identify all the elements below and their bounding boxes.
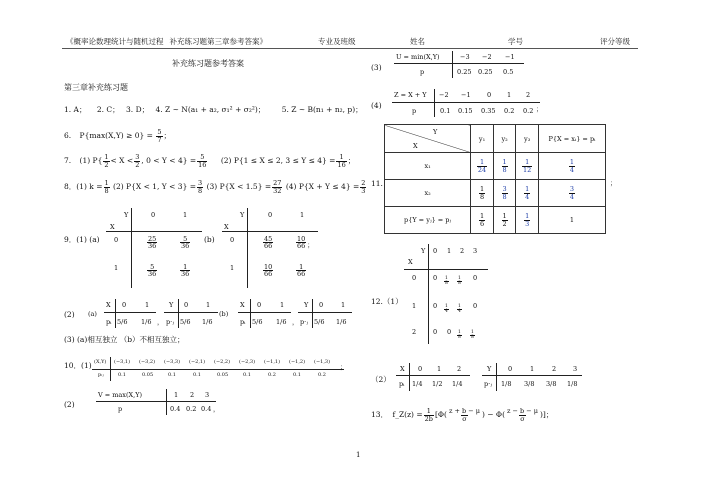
- q9-2-b: (b): [219, 310, 229, 318]
- q10-label: 10．(1): [64, 361, 92, 370]
- header-grade: 评分等级: [600, 37, 630, 46]
- section-title: 第三章补充练习题: [64, 83, 128, 92]
- doc-title: 补充练习题参考答案: [172, 59, 244, 68]
- q11-label: 11.: [371, 179, 383, 188]
- header-major: 专业及班级: [318, 37, 356, 46]
- q12-label: 12.（1）: [371, 297, 403, 306]
- header-name: 姓名: [410, 37, 425, 46]
- q9-3-text: (3) (a)相互独立 （b）不相互独立；: [64, 335, 185, 344]
- header-book-title: 《概率论数理统计与随机过程 补充练习题第三章参考答案》: [66, 37, 267, 46]
- q12-2-label: （2）: [371, 375, 391, 384]
- header-student-id: 学号: [508, 37, 523, 46]
- answers-1-5: 1. A； 2. C； 3. D； 4. Z ~ N(a₁ + a₂, σ₁² + σ₂²)； 5. Z ~ B(n₁ + n₂, p)；: [64, 105, 363, 114]
- answer-6: 6. P{max(X,Y) ≥ 0} = $\frac{5}{7}$ ；: [64, 128, 171, 144]
- q10-2-label: (2): [64, 400, 75, 409]
- answer-8: 8．(1) k = $\frac{1}{8}$ (2) P{X < 1, Y < 3} = $\frac{3}{8}$ (3) P{X < 1.5} = $\frac{27}{32}$ (4) P{X + Y ≤ 4} = $\frac{2}{3}$: [64, 179, 366, 195]
- answer-13: 13． f_Z(z) = $\frac{1}{2b}$ [Φ( $\frac{z + b - \mu}{\sigma}$ ) − Φ( $\frac{z - b - \mu}{\sigma}$ )]；: [371, 407, 554, 423]
- q9-2-label: (2): [64, 310, 75, 319]
- q9-b-label: (b): [204, 235, 215, 244]
- header-rule: [62, 48, 638, 49]
- q10-4-label: (4): [371, 101, 382, 110]
- q10-3-label: (3): [371, 63, 382, 72]
- page-number: 1: [356, 451, 361, 459]
- answer-9-label: 9．(1) (a): [64, 235, 100, 244]
- answer-7: 7. (1) P{ $\frac{1}{2}$ < X < $\frac{3}{2}$ , 0 < Y < 4} = $\frac{5}{16}$ (2) P{1 ≤ X ≤ 2, 3 ≤ Y ≤ 4} = $\frac{1}{16}$ ；: [64, 153, 356, 169]
- q9-2-a: (a): [88, 310, 97, 318]
